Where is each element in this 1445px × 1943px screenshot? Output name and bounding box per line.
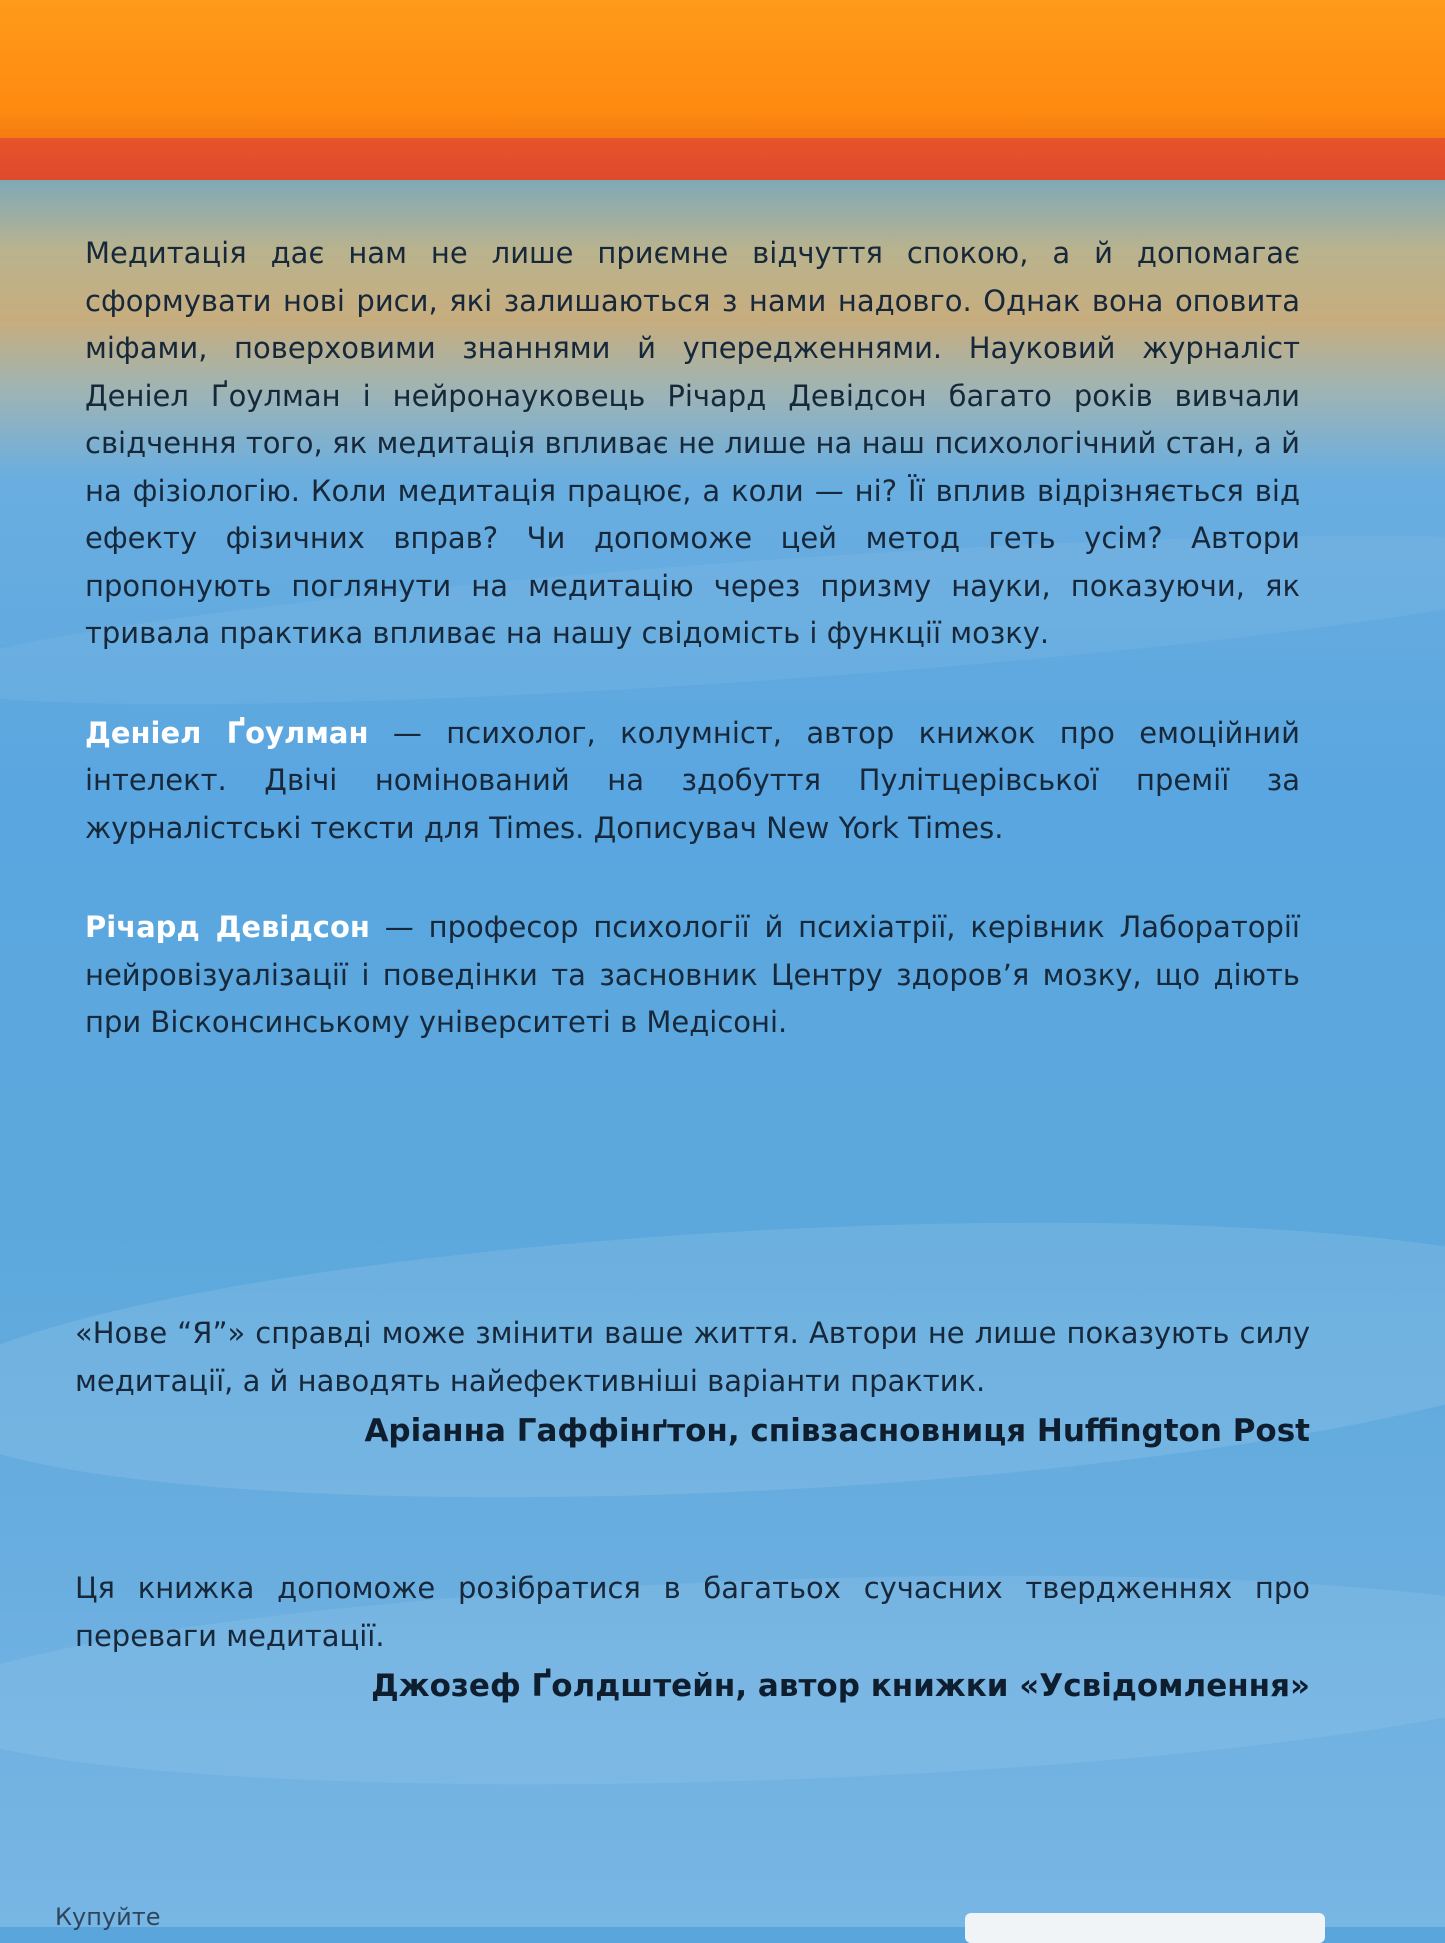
red-stripe (0, 138, 1445, 180)
author-bio-goleman (85, 710, 1300, 853)
author-bio-text-davidson: — професор психології й психіатрії, керівник Лабораторії нейровізуалізації і поведінки та засновник Центру здоров’я мозку, що діють при Вісконсинському університеті в Медісоні. (85, 910, 1300, 1039)
quote-author: Джозеф Ґолдштейн, автор книжки «Усвідомлення» (371, 1668, 1310, 1704)
cut-off-footer-text: Купуйте (55, 1903, 161, 1931)
author-bio-text-goleman: — психолог, колумніст, автор книжок про емоційний інтелект. Двічі номінований на здобуття Пулітцерівської премії за журналістські тексти для Times. Дописувач New York Times. (85, 715, 1301, 845)
back-cover-text (85, 230, 1300, 1047)
orange-top-band (0, 0, 1445, 140)
quote-author: Аріанна Гаффінґтон, співзасновниця Huffington Post (364, 1413, 1310, 1449)
review-quote-goldstein (75, 1565, 1310, 1710)
quote-text: Ця книжка допоможе розібратися в багатьох сучасних твердженнях про переваги медитації. (75, 1571, 1310, 1653)
author-name-goleman: Деніел Ґоулман (85, 715, 369, 750)
review-quote-huffington (75, 1310, 1310, 1455)
barcode-sticker-edge (965, 1913, 1325, 1943)
quote-text: «Нове “Я”» справді може змінити ваше життя. Автори не лише показують силу медитації, а й наводять найефективніші варіанти практик. (75, 1316, 1310, 1398)
book-description: Медитація дає нам не лише приємне відчуття спокою, а й допомагає сформувати нові риси, які залишаються з нами надовго. Однак вона оповита міфами, поверховими знаннями й упередженнями. Науковий журналіст Деніел Ґоулман і нейронауковець Річард Девідсон багато років вивчали свідчення того, як медитація впливає не лише на наш психологічний стан, а й на фізіологію. Коли медитація працює, а коли — ні? Її вплив відрізняється від ефекту фізичних вправ? Чи допоможе цей метод геть усім? Автори пропонують поглянути на медитацію через призму науки, показуючи, як тривала практика впливає на нашу свідомість і функції мозку. (85, 236, 1300, 650)
author-name-davidson: Річард Девідсон (85, 910, 370, 944)
author-bio-davidson (85, 904, 1300, 1047)
